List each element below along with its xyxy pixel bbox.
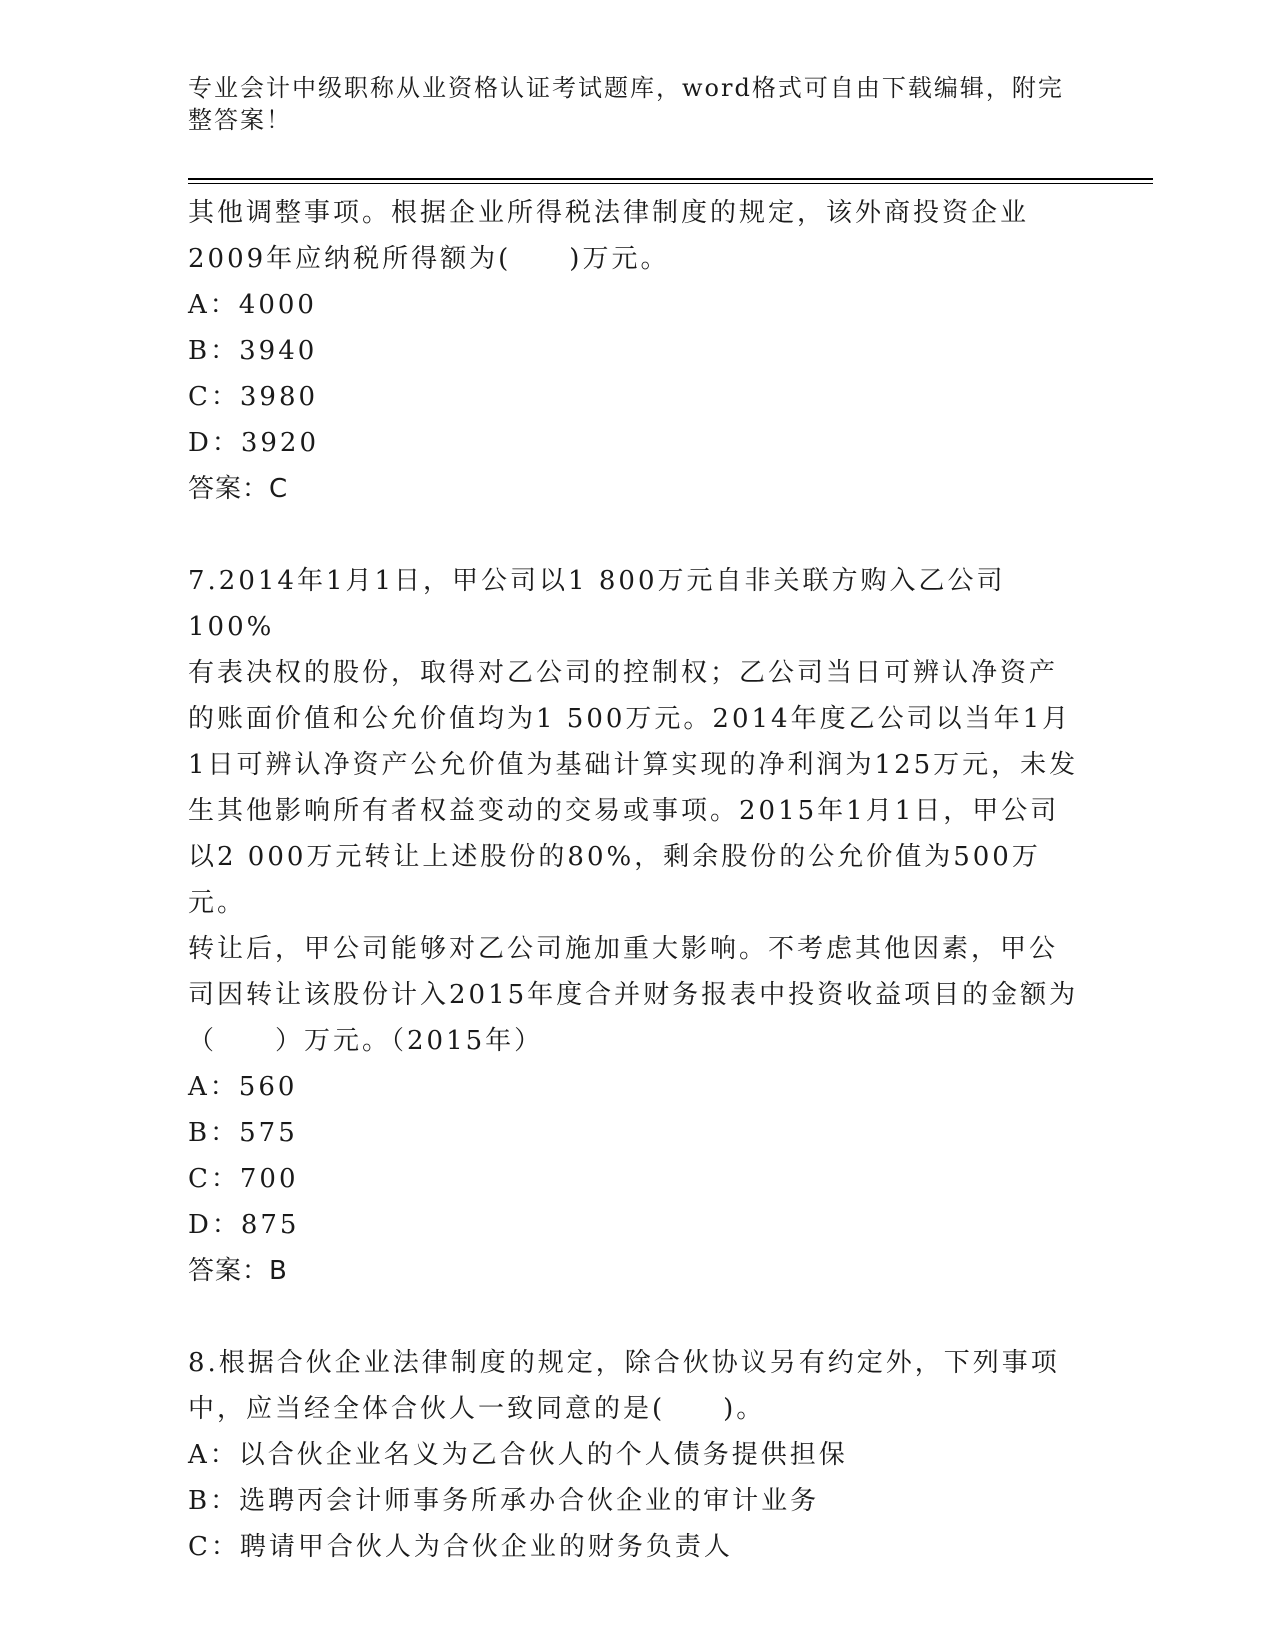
option-a: A：4000 — [188, 290, 317, 320]
question-7 — [188, 558, 1088, 1294]
question-text-line: 1日可辨认净资产公允价值为基础计算实现的净利润为125万元，未发 — [188, 750, 1079, 780]
header-rule-thick — [188, 178, 1153, 180]
document-body — [188, 190, 1088, 1570]
option-c: C：聘请甲合伙人为合伙企业的财务负责人 — [188, 1532, 733, 1562]
option-b: B：选聘丙会计师事务所承办合伙企业的审计业务 — [188, 1486, 820, 1516]
option-c: C：700 — [188, 1164, 299, 1194]
option-a: A：560 — [188, 1072, 298, 1102]
question-text-line: （ ）万元。（2015年） — [188, 1026, 544, 1056]
question-text-line: 转让后，甲公司能够对乙公司施加重大影响。不考虑其他因素，甲公 — [188, 934, 1059, 964]
question-text-line: 生其他影响所有者权益变动的交易或事项。2015年1月1日，甲公司 — [188, 796, 1060, 826]
option-b: B：575 — [188, 1118, 298, 1148]
question-text-line: 8.根据合伙企业法律制度的规定，除合伙协议另有约定外，下列事项 — [188, 1348, 1060, 1378]
question-text-line: 其他调整事项。根据企业所得税法律制度的规定，该外商投资企业 — [188, 198, 1030, 228]
page-header — [188, 72, 1068, 136]
spacer — [188, 512, 1088, 558]
header-rule-thin — [188, 183, 1153, 184]
question-8 — [188, 1340, 1088, 1570]
question-text-line: 司因转让该股份计入2015年度合并财务报表中投资收益项目的金额为 — [188, 980, 1079, 1010]
option-b: B：3940 — [188, 336, 318, 366]
question-6 — [188, 190, 1088, 512]
answer-line: 答案：B — [188, 1256, 288, 1286]
question-text-line: 2009年应纳税所得额为( )万元。 — [188, 244, 670, 274]
question-text-line: 的账面价值和公允价值均为1 500万元。2014年度乙公司以当年1月 — [188, 704, 1072, 734]
option-c: C：3980 — [188, 382, 319, 412]
header-text: 专业会计中级职称从业资格认证考试题库，word格式可自由下载编辑，附完整答案！ — [188, 74, 1064, 134]
spacer — [188, 1294, 1088, 1340]
question-text-line: 以2 000万元转让上述股份的80%，剩余股份的公允价值为500万元。 — [188, 842, 1041, 918]
question-text-line: 中，应当经全体合伙人一致同意的是( )。 — [188, 1394, 766, 1424]
question-text-line: 有表决权的股份，取得对乙公司的控制权；乙公司当日可辨认净资产 — [188, 658, 1059, 688]
option-a: A：以合伙企业名义为乙合伙人的个人债务提供担保 — [188, 1440, 848, 1470]
option-d: D：3920 — [188, 428, 320, 458]
answer-line: 答案：C — [188, 474, 289, 504]
question-text-line: 7.2014年1月1日，甲公司以1 800万元自非关联方购入乙公司100% — [188, 566, 1006, 642]
option-d: D：875 — [188, 1210, 300, 1240]
